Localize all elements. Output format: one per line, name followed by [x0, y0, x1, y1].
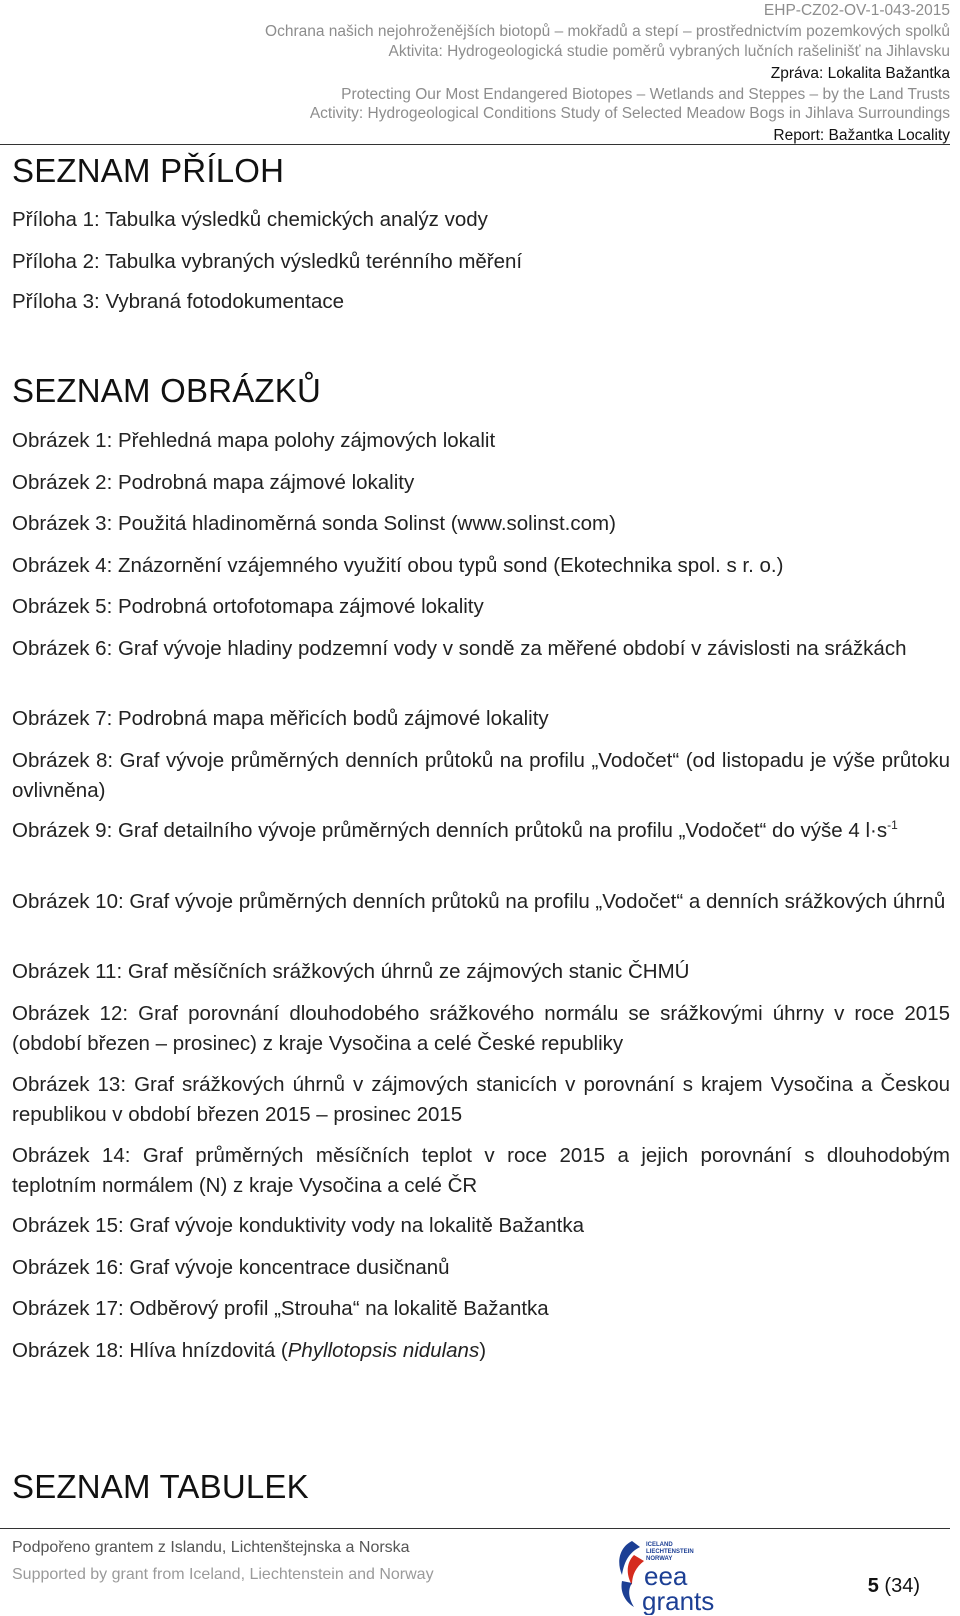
- species-name: Phyllotopsis nidulans: [287, 1339, 480, 1362]
- figures-heading: SEZNAM OBRÁZKŮ: [12, 372, 322, 409]
- superscript: -1: [887, 818, 898, 833]
- figure-item: [12, 816, 950, 846]
- figure-item: [12, 1336, 950, 1366]
- figure-item: Obrázek 3: Použitá hladinoměrná sonda Solinst (www.solinst.com): [12, 512, 616, 535]
- page-number: [868, 1575, 920, 1598]
- report-cz: Zpráva: Lokalita Bažantka: [770, 65, 950, 82]
- project-title-en: Protecting Our Most Endangered Biotopes – Wetlands and Steppes – by the Land Trusts: [341, 86, 950, 103]
- tables-heading: SEZNAM TABULEK: [12, 1468, 309, 1505]
- activity-en: Activity: Hydrogeological Conditions Study of Selected Meadow Bogs in Jihlava Surroundings: [309, 105, 950, 122]
- figure-item: Obrázek 11: Graf měsíčních srážkových úhrnů ze zájmových stanic ČHMÚ: [12, 960, 690, 983]
- figure-item-text: Obrázek 9: Graf detailního vývoje průměrných denních průtoků na profilu „Vodočet“ do výše 4 l·s: [12, 819, 888, 842]
- logo-grants-text: grants: [642, 1586, 715, 1615]
- page-header: [0, 0, 950, 145]
- figure-item: Obrázek 17: Odběrový profil „Strouha“ na lokalitě Bažantka: [12, 1297, 549, 1320]
- logo-swirl-icon: [619, 1541, 644, 1607]
- figure-item: Obrázek 8: Graf vývoje průměrných denních průtoků na profilu „Vodočet“ (od listopadu je výše průtoku ovlivněna): [12, 749, 950, 802]
- figure-item: Obrázek 6: Graf vývoje hladiny podzemní vody v sondě za měřené období v závislosti na srážkách: [12, 637, 907, 660]
- logo-eea-text: eea: [644, 1561, 688, 1591]
- page-footer: [0, 1528, 950, 1616]
- support-text-en: Supported by grant from Iceland, Liechtenstein and Norway: [12, 1566, 434, 1583]
- attachments-heading: SEZNAM PŘÍLOH: [12, 152, 285, 189]
- figure-item: Obrázek 12: Graf porovnání dlouhodobého srážkového normálu se srážkovými úhrny v roce 2015 (období březen – prosinec) z kraje Vysočina a celé České republiky: [12, 1002, 950, 1055]
- attachment-item: Příloha 1: Tabulka výsledků chemických analýz vody: [12, 208, 488, 231]
- support-text-cz: Podpořeno grantem z Islandu, Lichtenštejnska a Norska: [12, 1539, 410, 1556]
- eea-grants-logo: [612, 1535, 732, 1615]
- figure-item: Obrázek 2: Podrobná mapa zájmové lokality: [12, 471, 415, 494]
- project-title-cz: Ochrana našich nejohroženějších biotopů – mokřadů a stepí – prostřednictvím pozemkových spolků: [265, 23, 950, 40]
- page-current: 5: [867, 1575, 879, 1597]
- figure-item: Obrázek 5: Podrobná ortofotomapa zájmové lokality: [12, 595, 484, 618]
- figure-item: Obrázek 7: Podrobná mapa měřicích bodů zájmové lokality: [12, 707, 549, 730]
- activity-cz: Aktivita: Hydrogeologická studie poměrů vybraných lučních rašelinišť na Jihlavsku: [388, 43, 950, 60]
- logo-country-line: LIECHTENSTEIN: [646, 1549, 694, 1555]
- attachment-item: Příloha 3: Vybraná fotodokumentace: [12, 290, 345, 313]
- figure-item: Obrázek 14: Graf průměrných měsíčních teplot v roce 2015 a jejich porovnání s dlouhodobým teplotním normálem (N) z kraje Vysočina a celé ČR: [12, 1144, 950, 1197]
- page-total: (34): [884, 1575, 920, 1597]
- figure-item: Obrázek 15: Graf vývoje konduktivity vody na lokalitě Bažantka: [12, 1214, 585, 1237]
- figure-item-text-end: ): [479, 1339, 487, 1362]
- report-en: Report: Bažantka Locality: [773, 127, 950, 144]
- figure-item-text: Obrázek 18: Hlíva hnízdovitá (: [12, 1339, 288, 1362]
- attachment-item: Příloha 2: Tabulka vybraných výsledků terénního měření: [12, 250, 523, 273]
- figure-item: Obrázek 4: Znázornění vzájemného využití obou typů sond (Ekotechnika spol. s r. o.): [12, 554, 784, 577]
- figure-item: Obrázek 1: Přehledná mapa polohy zájmových lokalit: [12, 429, 496, 452]
- logo-country-line: NORWAY: [646, 1556, 673, 1562]
- logo-country-line: ICELAND: [646, 1542, 673, 1548]
- figure-item: Obrázek 10: Graf vývoje průměrných denních průtoků na profilu „Vodočet“ a denních srážkových úhrnů: [12, 890, 946, 913]
- document-code: EHP-CZ02-OV-1-043-2015: [763, 2, 950, 19]
- figure-item: Obrázek 16: Graf vývoje koncentrace dusičnanů: [12, 1256, 450, 1279]
- figure-item: Obrázek 13: Graf srážkových úhrnů v zájmových stanicích v porovnání s krajem Vysočina a Českou republikou v období březen 2015 – prosinec 2015: [12, 1073, 950, 1126]
